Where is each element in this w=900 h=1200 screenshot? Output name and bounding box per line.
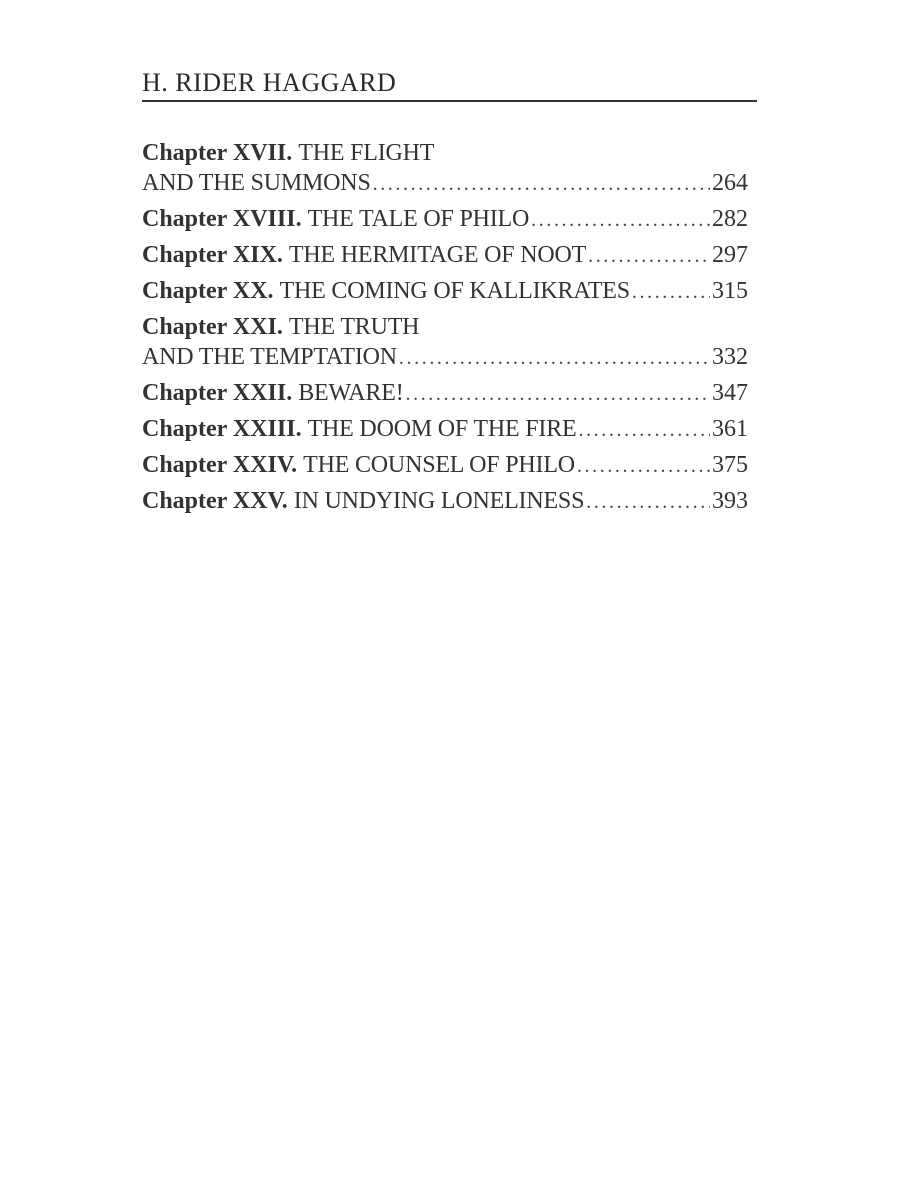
page-number: 347 xyxy=(712,380,748,406)
toc-entry[interactable] xyxy=(142,138,748,198)
page-number: 282 xyxy=(712,206,748,232)
dot-leader xyxy=(586,487,710,517)
page-number: 393 xyxy=(712,488,748,514)
chapter-number: Chapter XXII. xyxy=(142,380,293,406)
toc-entry[interactable] xyxy=(142,414,748,444)
chapter-number: Chapter XX. xyxy=(142,278,274,304)
chapter-number: Chapter XXV. xyxy=(142,488,288,514)
dot-leader xyxy=(632,277,710,307)
toc-entry[interactable] xyxy=(142,486,748,516)
chapter-number: Chapter XVII. xyxy=(142,140,293,166)
toc-entry[interactable] xyxy=(142,450,748,480)
page-number: 332 xyxy=(712,344,748,370)
dot-leader xyxy=(406,379,711,409)
chapter-number: Chapter XXI. xyxy=(142,314,283,340)
toc-entry[interactable] xyxy=(142,276,748,306)
dot-leader xyxy=(373,169,710,199)
table-of-contents xyxy=(142,138,748,522)
chapter-title: THE DOOM OF THE FIRE xyxy=(307,416,577,442)
page-number: 375 xyxy=(712,452,748,478)
toc-entry[interactable] xyxy=(142,240,748,270)
dot-leader xyxy=(577,451,710,481)
dot-leader xyxy=(399,343,710,373)
chapter-number: Chapter XIX. xyxy=(142,242,283,268)
chapter-title: THE HERMITAGE OF NOOT xyxy=(288,242,587,268)
dot-leader xyxy=(588,241,710,271)
toc-entry[interactable] xyxy=(142,378,748,408)
author-name: H. RIDER HAGGARD xyxy=(142,68,397,97)
chapter-title-continued: AND THE TEMPTATION xyxy=(142,344,397,370)
page-number: 297 xyxy=(712,242,748,268)
chapter-title: THE COUNSEL OF PHILO xyxy=(303,452,575,478)
toc-entry[interactable] xyxy=(142,312,748,372)
chapter-number: Chapter XXIV. xyxy=(142,452,298,478)
chapter-title: THE COMING OF KALLIKRATES xyxy=(279,278,630,304)
dot-leader xyxy=(531,205,710,235)
running-head xyxy=(142,66,757,102)
toc-entry[interactable] xyxy=(142,204,748,234)
chapter-title: IN UNDYING LONELINESS xyxy=(293,488,585,514)
page-number: 264 xyxy=(712,170,748,196)
chapter-title: THE FLIGHT xyxy=(298,140,435,166)
chapter-title: THE TALE OF PHILO xyxy=(307,206,530,232)
chapter-title: THE TRUTH xyxy=(288,314,420,340)
dot-leader xyxy=(578,415,710,445)
chapter-title-continued: AND THE SUMMONS xyxy=(142,170,371,196)
chapter-title: BEWARE! xyxy=(298,380,404,406)
page-number: 361 xyxy=(712,416,748,442)
chapter-number: Chapter XXIII. xyxy=(142,416,302,442)
page-number: 315 xyxy=(712,278,748,304)
chapter-number: Chapter XVIII. xyxy=(142,206,302,232)
